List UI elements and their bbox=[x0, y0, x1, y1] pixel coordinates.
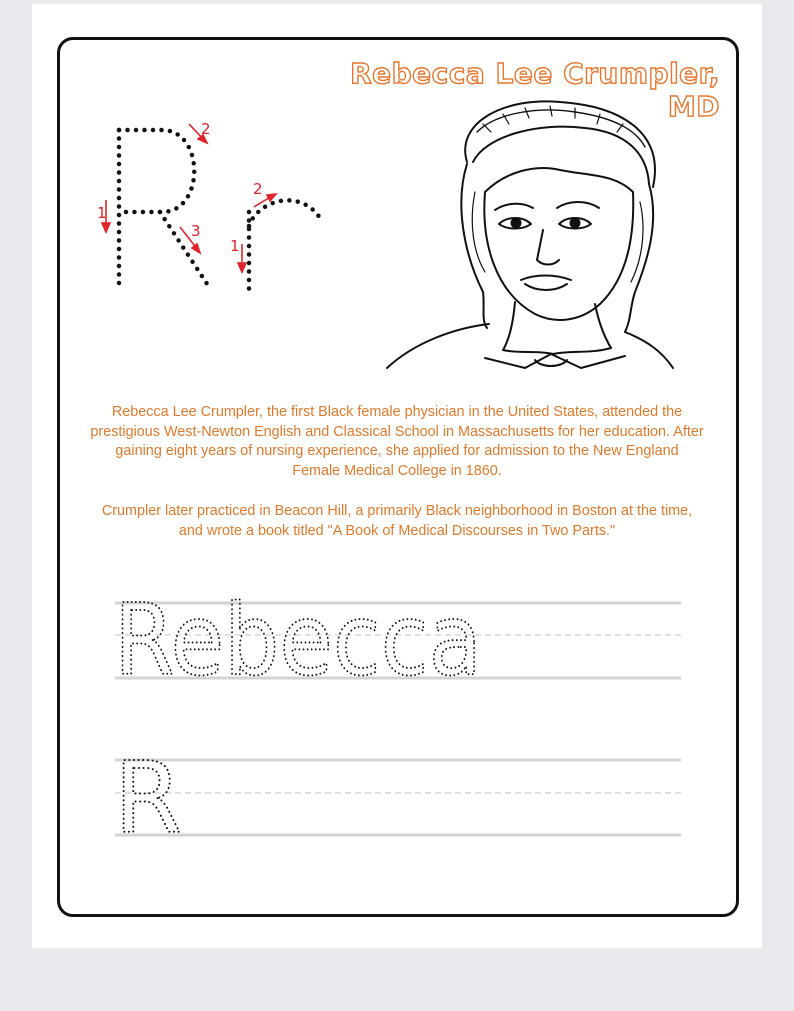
bio-paragraph-1: Rebecca Lee Crumpler, the first Black female physician in the United States, attended the prestigious West-Newton English and Classical School in Massachusetts for her education. After gaining eight years of nursing experience, she applied for admission to the New England Female Medical College in 1860. bbox=[90, 404, 704, 479]
stroke-label: 1 bbox=[97, 204, 107, 222]
bio-paragraph-2: Crumpler later practiced in Beacon Hill, a primarily Black neighborhood in Boston at the time, and wrote a book titled "A Book of Medical Discourses in Two Parts." bbox=[101, 503, 693, 539]
stroke-label: 2 bbox=[201, 120, 211, 138]
practice-row-1 bbox=[114, 584, 681, 698]
page-title: Rebecca Lee Crumpler, MD bbox=[350, 57, 720, 123]
practice-word-rebecca: Rebecca bbox=[114, 584, 482, 698]
stroke-label: 2 bbox=[253, 180, 263, 198]
stroke-label: 3 bbox=[191, 222, 201, 240]
practice-letter-r: R bbox=[114, 742, 183, 856]
stroke-label: 1 bbox=[230, 237, 240, 255]
practice-row-2 bbox=[114, 742, 681, 856]
